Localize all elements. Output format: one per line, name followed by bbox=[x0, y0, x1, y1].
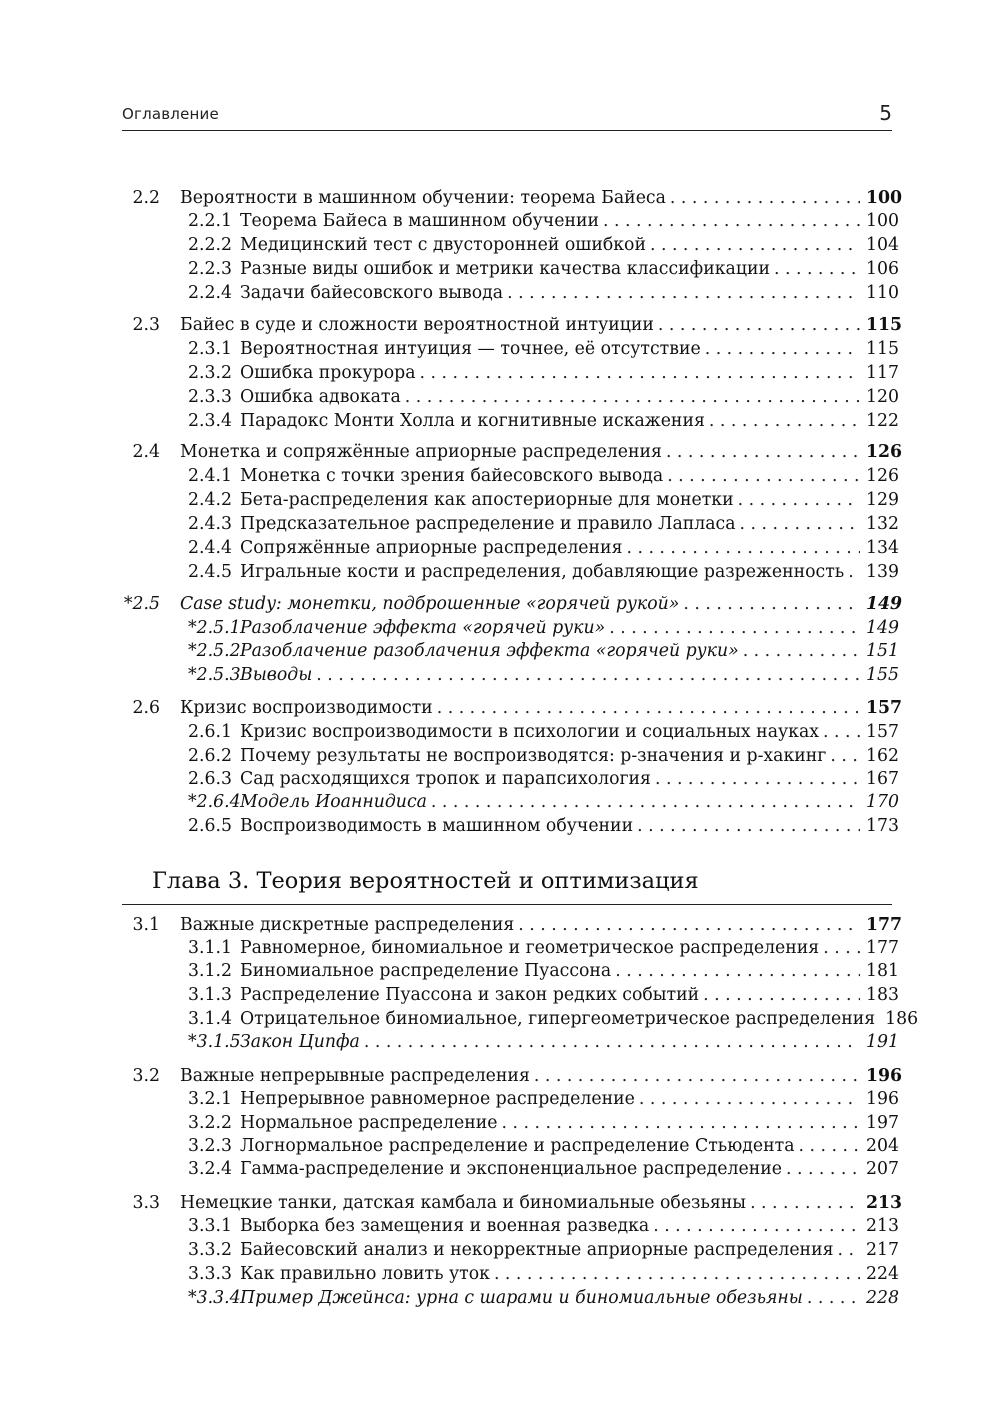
toc-title: Модель Иоаннидиса bbox=[240, 792, 427, 812]
toc-subsection-3-1-5[interactable] bbox=[122, 1030, 899, 1054]
toc-subsection-3-3-4[interactable] bbox=[122, 1286, 899, 1310]
toc-leader-dots bbox=[637, 814, 860, 838]
toc-number: 3.3 bbox=[132, 1193, 160, 1213]
toc-section-3-3[interactable] bbox=[122, 1191, 903, 1215]
toc-subsection-3-2-2[interactable] bbox=[122, 1111, 899, 1135]
toc-number: 2.2.1 bbox=[188, 211, 232, 231]
toc-leader-dots bbox=[431, 790, 860, 814]
toc-page: 157 bbox=[866, 722, 899, 742]
toc-leader-dots bbox=[830, 744, 860, 768]
toc-number: 2.4.2 bbox=[188, 490, 232, 510]
toc-title: Медицинский тест с двусторонней ошибкой bbox=[240, 235, 646, 255]
toc-page: 149 bbox=[866, 594, 903, 614]
toc-page: 183 bbox=[866, 985, 899, 1005]
toc-title: Выборка без замещения и военная разведка bbox=[240, 1216, 650, 1236]
toc-title: Разоблачение эффекта «горячей руки» bbox=[240, 618, 606, 638]
toc-leader-dots bbox=[670, 186, 860, 210]
toc-page: 191 bbox=[866, 1032, 899, 1052]
toc-page: 181 bbox=[866, 961, 899, 981]
toc-title: Байесовский анализ и некорректные априорные распределения bbox=[240, 1240, 834, 1260]
toc-page: 100 bbox=[866, 211, 899, 231]
toc-subsection-3-3-3[interactable] bbox=[122, 1262, 899, 1286]
toc-number: 2.3.3 bbox=[188, 387, 232, 407]
toc-page: 117 bbox=[866, 363, 899, 383]
toc-leader-dots bbox=[799, 1134, 861, 1158]
toc-subsection-3-3-1[interactable] bbox=[122, 1214, 899, 1238]
toc-title: Вероятностная интуиция — точнее, её отсутствие bbox=[240, 339, 701, 359]
toc-title: Равномерное, биномиальное и геометрическое распределения bbox=[240, 938, 820, 958]
toc-number: 2.6.1 bbox=[188, 722, 232, 742]
toc-section-3-1[interactable] bbox=[122, 913, 903, 937]
toc-number: 2.2.2 bbox=[188, 235, 232, 255]
toc-number: 2.3.2 bbox=[188, 363, 232, 383]
toc-number: 3.3.3 bbox=[188, 1264, 232, 1284]
toc-number: 2.2 bbox=[132, 188, 160, 208]
page-number: 5 bbox=[879, 101, 892, 125]
toc-leader-dots bbox=[750, 1191, 860, 1215]
toc-subsection-3-1-2[interactable] bbox=[122, 959, 899, 983]
toc-leader-dots bbox=[667, 464, 860, 488]
toc-leader-dots bbox=[518, 913, 860, 937]
toc-subsection-2-4-1[interactable] bbox=[122, 464, 899, 488]
toc-title: Вероятности в машинном обучении: теорема Байеса bbox=[180, 188, 666, 208]
toc-title: Почему результаты не воспроизводятся: p-значения и p-хакинг bbox=[240, 746, 827, 766]
toc-title: Закон Ципфа bbox=[240, 1032, 360, 1052]
toc-subsection-3-2-1[interactable] bbox=[122, 1087, 899, 1111]
toc-page: 126 bbox=[866, 442, 903, 462]
toc-title: Теорема Байеса в машинном обучении bbox=[240, 211, 600, 231]
toc-subsection-2-2-4[interactable] bbox=[122, 281, 899, 305]
toc-leader-dots bbox=[502, 1111, 861, 1135]
toc-subsection-2-5-1[interactable] bbox=[122, 616, 899, 640]
toc-number: 2.6.3 bbox=[188, 769, 232, 789]
toc-page: 104 bbox=[866, 235, 899, 255]
toc-section-2-6[interactable] bbox=[122, 696, 903, 720]
toc-leader-dots bbox=[420, 361, 860, 385]
toc-page: 120 bbox=[866, 387, 899, 407]
toc-leader-dots bbox=[364, 1030, 860, 1054]
toc-page: 186 bbox=[885, 1009, 919, 1029]
toc-title: Распределение Пуассона и закон редких событий bbox=[240, 985, 700, 1005]
toc-page: 167 bbox=[866, 769, 899, 789]
toc-leader-dots bbox=[848, 560, 860, 584]
toc-leader-dots bbox=[494, 1262, 860, 1286]
toc-number: *2.5.3 bbox=[188, 665, 241, 685]
toc-page: 196 bbox=[866, 1089, 899, 1109]
toc-title: Парадокс Монти Холла и когнитивные искажения bbox=[240, 411, 705, 431]
toc-leader-dots bbox=[316, 663, 860, 687]
toc-leader-dots bbox=[609, 616, 860, 640]
toc-number: 2.3.1 bbox=[188, 339, 232, 359]
toc-number: 2.4.5 bbox=[188, 562, 232, 582]
toc-page: 197 bbox=[866, 1113, 899, 1133]
toc-leader-dots bbox=[738, 488, 860, 512]
toc-number: 3.1.2 bbox=[188, 961, 232, 981]
toc-subsection-2-2-3[interactable] bbox=[122, 257, 899, 281]
toc-title: Сад расходящихся тропок и парапсихология bbox=[240, 769, 651, 789]
toc-number: 2.4.4 bbox=[188, 538, 232, 558]
toc-page: 115 bbox=[866, 315, 903, 335]
toc-number: *2.5 bbox=[123, 594, 160, 614]
toc-number: *3.3.4 bbox=[188, 1288, 241, 1308]
toc-page: 213 bbox=[866, 1216, 899, 1236]
toc-number: 2.2.3 bbox=[188, 259, 232, 279]
toc-leader-dots bbox=[639, 1087, 860, 1111]
toc-leader-dots bbox=[703, 983, 860, 1007]
toc-title: Немецкие танки, датская камбала и биномиальные обезьяны bbox=[180, 1193, 747, 1213]
chapter-divider bbox=[122, 904, 892, 905]
toc-subsection-3-2-3[interactable] bbox=[122, 1134, 899, 1158]
toc-title: Монетка и сопряжённые априорные распределения bbox=[180, 442, 662, 462]
toc-page: 196 bbox=[866, 1066, 903, 1086]
toc-page: 173 bbox=[866, 816, 899, 836]
toc-leader-dots bbox=[655, 767, 860, 791]
toc-title: Отрицательное биномиальное, гипергеометрическое распределения bbox=[240, 1009, 876, 1029]
toc-number: 3.1 bbox=[132, 915, 160, 935]
toc-number: *2.5.2 bbox=[188, 641, 241, 661]
toc-title: Выводы bbox=[240, 665, 313, 685]
toc-leader-dots bbox=[786, 1157, 860, 1181]
toc-subsection-2-4-5[interactable] bbox=[122, 560, 899, 584]
toc-page: 177 bbox=[866, 915, 903, 935]
toc-title: Разоблачение разоблачения эффекта «горячей руки» bbox=[240, 641, 739, 661]
toc-page: 134 bbox=[866, 538, 899, 558]
toc-subsection-2-6-4[interactable] bbox=[122, 790, 899, 814]
toc-title: Кризис воспроизводимости bbox=[180, 698, 433, 718]
toc-title: Непрерывное равномерное распределение bbox=[240, 1089, 635, 1109]
toc-title: Ошибка прокурора bbox=[240, 363, 416, 383]
toc-leader-dots bbox=[705, 337, 860, 361]
toc-number: 3.2 bbox=[132, 1066, 160, 1086]
toc-subsection-2-5-2[interactable] bbox=[122, 639, 899, 663]
toc-subsection-2-6-5[interactable] bbox=[122, 814, 899, 838]
toc-number: 3.1.3 bbox=[188, 985, 232, 1005]
toc-section-3-2[interactable] bbox=[122, 1064, 903, 1088]
toc-subsection-2-6-3[interactable] bbox=[122, 767, 899, 791]
toc-title: Воспроизводимость в машинном обучении bbox=[240, 816, 634, 836]
toc-title: Бета-распределения как апостериорные для монетки bbox=[240, 490, 734, 510]
toc-title: Гамма-распределение и экспоненциальное распределение bbox=[240, 1159, 782, 1179]
toc-number: 2.4 bbox=[132, 442, 160, 462]
toc-subsection-2-6-2[interactable] bbox=[122, 744, 899, 768]
toc-number: 3.1.4 bbox=[188, 1009, 232, 1029]
toc-section-2-3[interactable] bbox=[122, 313, 903, 337]
running-header-title: Оглавление bbox=[122, 105, 219, 123]
toc-number: *2.6.4 bbox=[188, 792, 241, 812]
toc-subsection-2-3-4[interactable] bbox=[122, 409, 899, 433]
running-header bbox=[122, 100, 892, 131]
toc-page: 151 bbox=[866, 641, 899, 661]
toc-leader-dots bbox=[653, 1214, 860, 1238]
toc-leader-dots bbox=[666, 440, 860, 464]
toc-title: Разные виды ошибок и метрики качества классификации bbox=[240, 259, 770, 279]
toc-page: 162 bbox=[866, 746, 899, 766]
toc-subsection-3-1-4[interactable] bbox=[122, 1007, 919, 1031]
toc-leader-dots bbox=[823, 936, 860, 960]
toc-leader-dots bbox=[603, 209, 860, 233]
toc-leader-dots bbox=[683, 592, 860, 616]
toc-page: 126 bbox=[866, 466, 899, 486]
toc-page: 100 bbox=[866, 188, 903, 208]
toc-subsection-2-3-2[interactable] bbox=[122, 361, 899, 385]
toc-title: Пример Джейнса: урна с шарами и биномиальные обезьяны bbox=[240, 1288, 803, 1308]
toc-title: Монетка с точки зрения байесовского вывода bbox=[240, 466, 664, 486]
toc-subsection-3-2-4[interactable] bbox=[122, 1157, 899, 1181]
toc-title: Сопряжённые априорные распределения bbox=[240, 538, 623, 558]
toc-page: 177 bbox=[866, 938, 899, 958]
toc-number: 2.2.4 bbox=[188, 283, 232, 303]
toc-page: 115 bbox=[866, 339, 899, 359]
toc-number: 3.3.2 bbox=[188, 1240, 232, 1260]
toc-title: Важные непрерывные распределения bbox=[180, 1066, 530, 1086]
toc-page: 122 bbox=[866, 411, 899, 431]
toc-title: Case study: монетки, подброшенные «горячей рукой» bbox=[180, 594, 680, 614]
toc-number: 3.3.1 bbox=[188, 1216, 232, 1236]
toc-leader-dots bbox=[743, 639, 860, 663]
toc-page: 204 bbox=[866, 1136, 899, 1156]
toc-subsection-2-3-3[interactable] bbox=[122, 385, 899, 409]
toc-page: 224 bbox=[866, 1264, 899, 1284]
toc-number: 3.2.2 bbox=[188, 1113, 232, 1133]
toc-page: 170 bbox=[866, 792, 899, 812]
toc-subsection-2-6-1[interactable] bbox=[122, 720, 899, 744]
toc-leader-dots bbox=[615, 959, 860, 983]
toc-title: Как правильно ловить уток bbox=[240, 1264, 490, 1284]
toc-leader-dots bbox=[838, 1238, 861, 1262]
toc-title: Задачи байесовского вывода bbox=[240, 283, 504, 303]
toc-page: 129 bbox=[866, 490, 899, 510]
toc-leader-dots bbox=[658, 313, 860, 337]
toc-title: Байес в суде и сложности вероятностной интуиции bbox=[180, 315, 654, 335]
toc-subsection-2-4-3[interactable] bbox=[122, 512, 899, 536]
toc-page: 139 bbox=[866, 562, 899, 582]
toc-page: 207 bbox=[866, 1159, 899, 1179]
toc-section-2-2[interactable] bbox=[122, 186, 903, 210]
toc-section-2-5[interactable] bbox=[122, 592, 903, 616]
toc-title: Логнормальное распределение и распределение Стьюдента bbox=[240, 1136, 795, 1156]
toc-leader-dots bbox=[405, 385, 860, 409]
toc-leader-dots bbox=[437, 696, 860, 720]
toc-number: 2.4.1 bbox=[188, 466, 232, 486]
toc-page: 217 bbox=[866, 1240, 899, 1260]
toc-number: 2.6.5 bbox=[188, 816, 232, 836]
toc-title: Предсказательное распределение и правило Лапласа bbox=[240, 514, 736, 534]
toc-leader-dots bbox=[507, 281, 860, 305]
toc-leader-dots bbox=[534, 1064, 860, 1088]
toc-page: 149 bbox=[866, 618, 899, 638]
toc-page: 155 bbox=[866, 665, 899, 685]
toc-subsection-2-5-3[interactable] bbox=[122, 663, 899, 687]
toc-subsection-2-4-4[interactable] bbox=[122, 536, 899, 560]
chapter-heading[interactable]: Глава 3. Теория вероятностей и оптимизация bbox=[152, 868, 699, 894]
toc-title: Ошибка адвоката bbox=[240, 387, 401, 407]
toc-page: 157 bbox=[866, 698, 903, 718]
toc-page: 228 bbox=[866, 1288, 899, 1308]
toc-number: 2.6 bbox=[132, 698, 160, 718]
toc-number: *2.5.1 bbox=[188, 618, 241, 638]
toc-leader-dots bbox=[709, 409, 860, 433]
toc-number: 2.6.2 bbox=[188, 746, 232, 766]
toc-subsection-2-2-2[interactable] bbox=[122, 233, 899, 257]
toc-number: 3.2.4 bbox=[188, 1159, 232, 1179]
toc-number: 2.3.4 bbox=[188, 411, 232, 431]
toc-leader-dots bbox=[774, 257, 860, 281]
toc-number: 3.2.1 bbox=[188, 1089, 232, 1109]
toc-title: Кризис воспроизводимости в психологии и социальных науках bbox=[240, 722, 820, 742]
toc-leader-dots bbox=[740, 512, 860, 536]
toc-page: 213 bbox=[866, 1193, 903, 1213]
toc-page: 132 bbox=[866, 514, 899, 534]
toc-number: 3.1.1 bbox=[188, 938, 232, 958]
toc-number: *3.1.5 bbox=[188, 1032, 241, 1052]
toc-subsection-3-3-2[interactable] bbox=[122, 1238, 899, 1262]
toc-page: 106 bbox=[866, 259, 899, 279]
toc-leader-dots bbox=[823, 720, 860, 744]
toc-leader-dots bbox=[807, 1286, 860, 1310]
toc-subsection-3-1-1[interactable] bbox=[122, 936, 899, 960]
toc-leader-dots bbox=[626, 536, 860, 560]
toc-subsection-2-4-2[interactable] bbox=[122, 488, 899, 512]
toc-subsection-2-3-1[interactable] bbox=[122, 337, 899, 361]
toc-title: Биномиальное распределение Пуассона bbox=[240, 961, 612, 981]
toc-page: 110 bbox=[866, 283, 899, 303]
toc-title: Игральные кости и распределения, добавляющие разреженность bbox=[240, 562, 845, 582]
toc-number: 3.2.3 bbox=[188, 1136, 232, 1156]
toc-number: 2.4.3 bbox=[188, 514, 232, 534]
toc-title: Нормальное распределение bbox=[240, 1113, 498, 1133]
toc-leader-dots bbox=[650, 233, 860, 257]
toc-subsection-3-1-3[interactable] bbox=[122, 983, 899, 1007]
toc-subsection-2-2-1[interactable] bbox=[122, 209, 899, 233]
toc-section-2-4[interactable] bbox=[122, 440, 903, 464]
toc-number: 2.3 bbox=[132, 315, 160, 335]
toc-title: Важные дискретные распределения bbox=[180, 915, 515, 935]
